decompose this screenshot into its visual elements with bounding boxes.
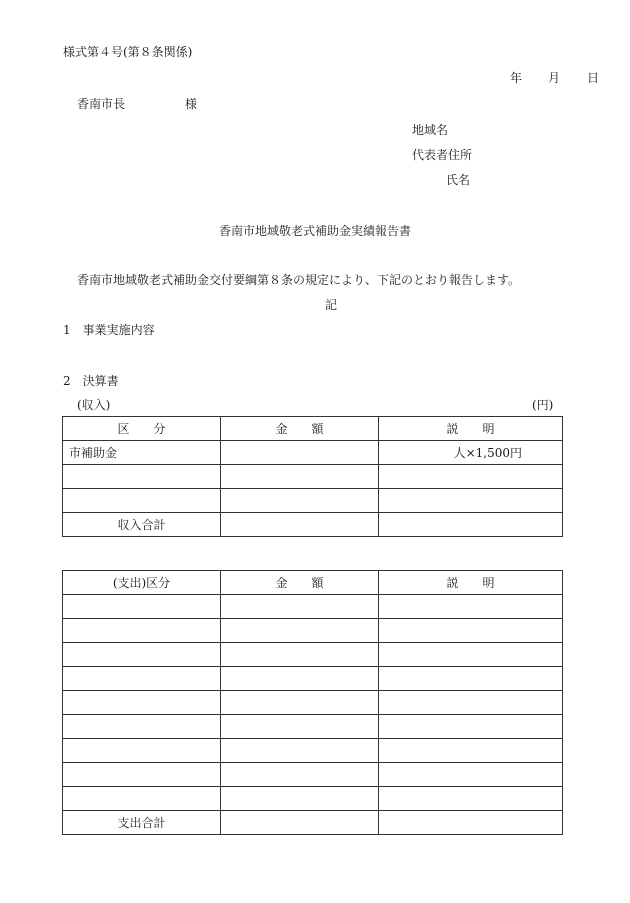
addressee: 香南市長 様	[77, 97, 198, 111]
expense-cell-description[interactable]	[379, 619, 563, 643]
income-cell-amount[interactable]	[221, 465, 379, 489]
section-2-heading: 2 決算書	[63, 374, 119, 388]
expense-cell-amount[interactable]	[221, 595, 379, 619]
expense-cell-amount[interactable]	[221, 667, 379, 691]
expense-header-amount: 金 額	[221, 571, 379, 595]
representative-address-label: 代表者住所	[412, 148, 473, 162]
expense-rows	[63, 595, 563, 811]
income-cell-description[interactable]: 人×1,500円	[379, 441, 563, 465]
currency-unit: (円)	[532, 398, 554, 412]
income-cell-category[interactable]	[63, 489, 221, 513]
expense-cell-description[interactable]	[379, 595, 563, 619]
income-total-label: 収入合計	[63, 513, 221, 537]
expense-cell-category[interactable]	[63, 715, 221, 739]
expense-header-row	[63, 571, 563, 595]
income-cell-amount[interactable]	[221, 489, 379, 513]
expense-cell-description[interactable]	[379, 643, 563, 667]
expense-cell-description[interactable]	[379, 715, 563, 739]
table-row	[63, 715, 563, 739]
body-text: 香南市地域敬老式補助金交付要綱第８条の規定により、下記のとおり報告します。	[77, 273, 521, 287]
expense-header-description: 説 明	[379, 571, 563, 595]
representative-name-label: 氏名	[446, 173, 471, 187]
expense-cell-amount[interactable]	[221, 691, 379, 715]
table-row	[63, 595, 563, 619]
expense-header-category: (支出)区分	[63, 571, 221, 595]
expense-cell-amount[interactable]	[221, 739, 379, 763]
expense-cell-description[interactable]	[379, 787, 563, 811]
table-row	[63, 787, 563, 811]
income-total-row	[63, 513, 563, 537]
income-header-amount: 金 額	[221, 417, 379, 441]
table-row	[63, 667, 563, 691]
expense-cell-category[interactable]	[63, 643, 221, 667]
table-row	[63, 441, 563, 465]
expense-total-description[interactable]	[379, 811, 563, 835]
expense-cell-category[interactable]	[63, 619, 221, 643]
date-day-label: 日	[587, 71, 600, 85]
expense-cell-amount[interactable]	[221, 619, 379, 643]
expense-cell-description[interactable]	[379, 739, 563, 763]
table-row	[63, 643, 563, 667]
expense-cell-amount[interactable]	[221, 787, 379, 811]
expense-cell-description[interactable]	[379, 667, 563, 691]
income-table	[62, 416, 563, 537]
expense-total-row	[63, 811, 563, 835]
table-row	[63, 489, 563, 513]
date-year-label: 年	[510, 71, 523, 85]
expense-cell-amount[interactable]	[221, 763, 379, 787]
income-caption: (収入)	[77, 398, 111, 412]
income-cell-category[interactable]	[63, 465, 221, 489]
income-header-description: 説 明	[379, 417, 563, 441]
table-row	[63, 619, 563, 643]
expense-cell-amount[interactable]	[221, 643, 379, 667]
expense-total-amount[interactable]	[221, 811, 379, 835]
expense-cell-category[interactable]	[63, 763, 221, 787]
income-cell-description[interactable]	[379, 489, 563, 513]
ki-label: 記	[324, 298, 337, 312]
expense-cell-category[interactable]	[63, 739, 221, 763]
expense-table	[62, 570, 563, 835]
income-cell-amount[interactable]	[221, 441, 379, 465]
expense-cell-description[interactable]	[379, 763, 563, 787]
income-cell-description[interactable]	[379, 465, 563, 489]
expense-total-label: 支出合計	[63, 811, 221, 835]
income-header-category: 区 分	[63, 417, 221, 441]
table-row	[63, 739, 563, 763]
expense-cell-category[interactable]	[63, 691, 221, 715]
form-number: 様式第４号(第８条関係)	[63, 45, 193, 59]
date-month-label: 月	[548, 71, 561, 85]
expense-cell-category[interactable]	[63, 787, 221, 811]
income-cell-category[interactable]: 市補助金	[63, 441, 221, 465]
document-title: 香南市地域敬老式補助金実績報告書	[218, 224, 411, 238]
region-name-label: 地域名	[412, 123, 449, 137]
section-1-heading: 1 事業実施内容	[63, 323, 155, 337]
expense-cell-amount[interactable]	[221, 715, 379, 739]
expense-cell-category[interactable]	[63, 667, 221, 691]
income-header-row	[63, 417, 563, 441]
income-total-description[interactable]	[379, 513, 563, 537]
expense-cell-category[interactable]	[63, 595, 221, 619]
table-row	[63, 465, 563, 489]
expense-cell-description[interactable]	[379, 691, 563, 715]
table-row	[63, 763, 563, 787]
table-row	[63, 691, 563, 715]
income-total-amount[interactable]	[221, 513, 379, 537]
